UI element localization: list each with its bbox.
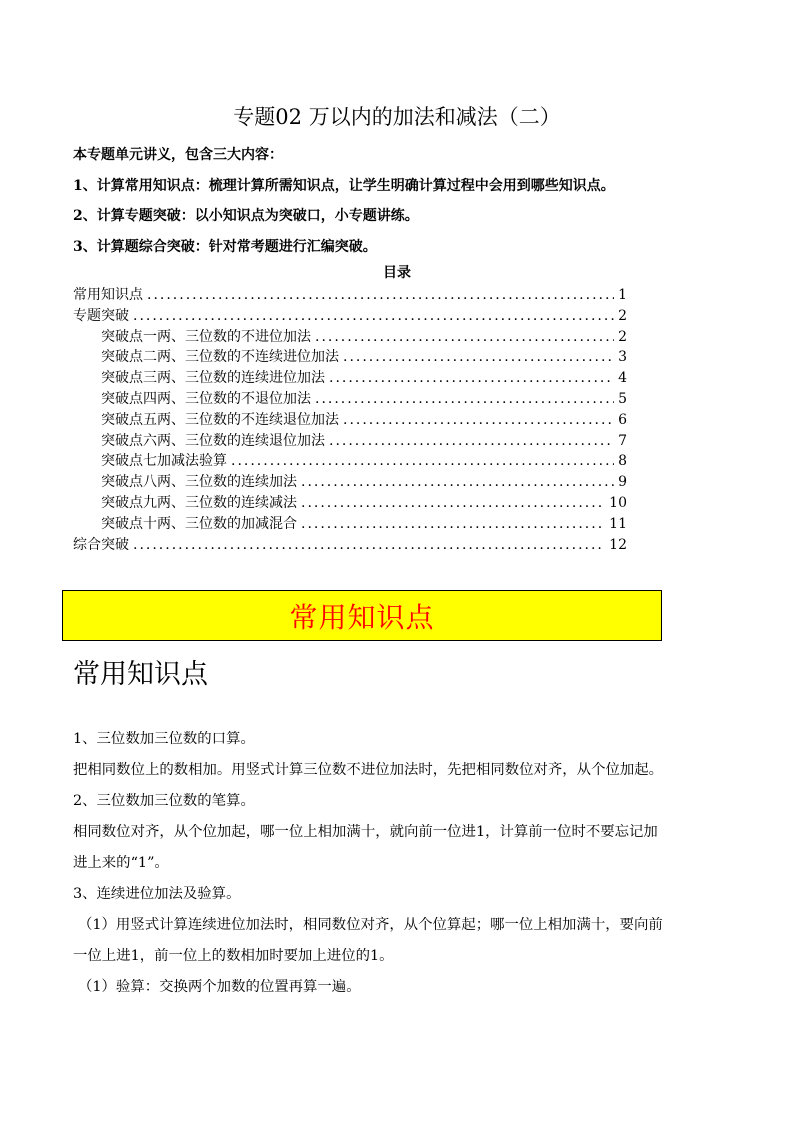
toc-entry-label: 突破点七加减法验算 bbox=[101, 453, 227, 470]
toc-entry[interactable] bbox=[73, 493, 627, 514]
intro-line: 3、计算题综合突破：针对常考题进行汇编突破。 bbox=[73, 239, 377, 255]
body-line: 3、连续进位加法及验算。 bbox=[73, 886, 241, 902]
intro-line: 2、计算专题突破：以小知识点为突破口，小专题讲练。 bbox=[73, 208, 419, 224]
toc-entry-label: 突破点六两、三位数的连续退位加法 bbox=[101, 432, 325, 449]
toc-entry[interactable] bbox=[73, 431, 627, 452]
toc-title: 目录 bbox=[383, 265, 411, 281]
toc-entry[interactable] bbox=[73, 535, 627, 556]
toc-entry-page: 12 bbox=[609, 536, 627, 553]
toc-entry-label: 突破点十两、三位数的加减混合 bbox=[101, 515, 297, 532]
toc-leader-dots bbox=[343, 347, 614, 368]
toc-entry[interactable] bbox=[73, 389, 627, 410]
intro-line: 1、计算常用知识点：梳理计算所需知识点，让学生明确计算过程中会用到哪些知识点。 bbox=[73, 178, 615, 194]
toc-entry-page: 4 bbox=[618, 370, 627, 387]
toc-entry-label: 突破点九两、三位数的连续减法 bbox=[101, 494, 297, 511]
section-banner bbox=[62, 590, 662, 641]
document-title: 专题02 万以内的加法和减法（二） bbox=[233, 105, 561, 129]
toc-entry[interactable] bbox=[73, 472, 627, 493]
toc-entry-page: 8 bbox=[618, 453, 627, 470]
toc-entry-page: 1 bbox=[618, 287, 627, 303]
body-line: 把相同数位上的数相加。用竖式计算三位数不进位加法时，先把相同数位对齐，从个位加起。 bbox=[73, 762, 664, 778]
body-line: 相同数位对齐，从个位加起，哪一位上相加满十，就向前一位进1，计算前一位时不要忘记加 bbox=[73, 824, 658, 840]
body-line: （1）用竖式计算连续进位加法时，相同数位对齐，从个位算起；哪一位上相加满十，要向前 bbox=[78, 917, 663, 933]
toc-leader-dots bbox=[133, 306, 614, 327]
toc-entry[interactable] bbox=[73, 306, 627, 327]
toc-leader-dots bbox=[343, 410, 614, 431]
toc-entry-label: 突破点二两、三位数的不连续进位加法 bbox=[101, 349, 339, 366]
toc-entry-label: 突破点五两、三位数的不连续退位加法 bbox=[101, 411, 339, 428]
toc-leader-dots bbox=[301, 493, 605, 514]
toc-entry-label: 突破点四两、三位数的不退位加法 bbox=[101, 390, 311, 407]
toc-entry-page: 7 bbox=[618, 432, 627, 449]
toc-leader-dots bbox=[315, 327, 614, 348]
toc-entry-page: 2 bbox=[618, 328, 627, 345]
toc-entry-label: 突破点一两、三位数的不进位加法 bbox=[101, 328, 311, 345]
body-line: （1）验算：交换两个加数的位置再算一遍。 bbox=[78, 979, 361, 995]
section-heading: 常用知识点 bbox=[73, 659, 208, 690]
body-line: 1、三位数加三位数的口算。 bbox=[73, 731, 255, 747]
toc-entry-page: 11 bbox=[609, 515, 627, 532]
table-of-contents bbox=[73, 285, 627, 555]
toc-entry-page: 3 bbox=[618, 349, 627, 366]
toc-entry-label: 突破点八两、三位数的连续加法 bbox=[101, 474, 297, 491]
toc-leader-dots bbox=[329, 431, 614, 452]
toc-entry-page: 10 bbox=[609, 494, 627, 511]
body-line: 一位上进1，前一位上的数相加时要加上进位的1。 bbox=[73, 948, 394, 964]
toc-entry[interactable] bbox=[73, 451, 627, 472]
toc-entry[interactable] bbox=[73, 285, 627, 306]
toc-entry[interactable] bbox=[73, 327, 627, 348]
toc-leader-dots bbox=[147, 285, 614, 306]
toc-entry[interactable] bbox=[73, 368, 627, 389]
toc-entry[interactable] bbox=[73, 514, 627, 535]
toc-entry-label: 专题突破 bbox=[73, 307, 129, 324]
toc-entry-label: 常用知识点 bbox=[73, 287, 143, 303]
toc-entry-page: 2 bbox=[618, 307, 627, 324]
toc-entry-page: 5 bbox=[618, 390, 627, 407]
toc-leader-dots bbox=[133, 535, 605, 556]
section-banner-text: 常用知识点 bbox=[289, 600, 435, 634]
toc-leader-dots bbox=[231, 451, 614, 472]
toc-entry-page: 9 bbox=[618, 474, 627, 491]
toc-leader-dots bbox=[301, 472, 614, 493]
toc-entry[interactable] bbox=[73, 347, 627, 368]
toc-entry[interactable] bbox=[73, 410, 627, 431]
toc-leader-dots bbox=[301, 514, 605, 535]
toc-leader-dots bbox=[329, 368, 614, 389]
toc-entry-page: 6 bbox=[618, 411, 627, 428]
toc-entry-label: 突破点三两、三位数的连续进位加法 bbox=[101, 370, 325, 387]
intro-line: 本专题单元讲义，包含三大内容： bbox=[73, 147, 283, 163]
body-line: 2、三位数加三位数的笔算。 bbox=[73, 793, 255, 809]
body-line: 进上来的“1”。 bbox=[73, 855, 169, 871]
toc-leader-dots bbox=[315, 389, 614, 410]
toc-entry-label: 综合突破 bbox=[73, 536, 129, 553]
